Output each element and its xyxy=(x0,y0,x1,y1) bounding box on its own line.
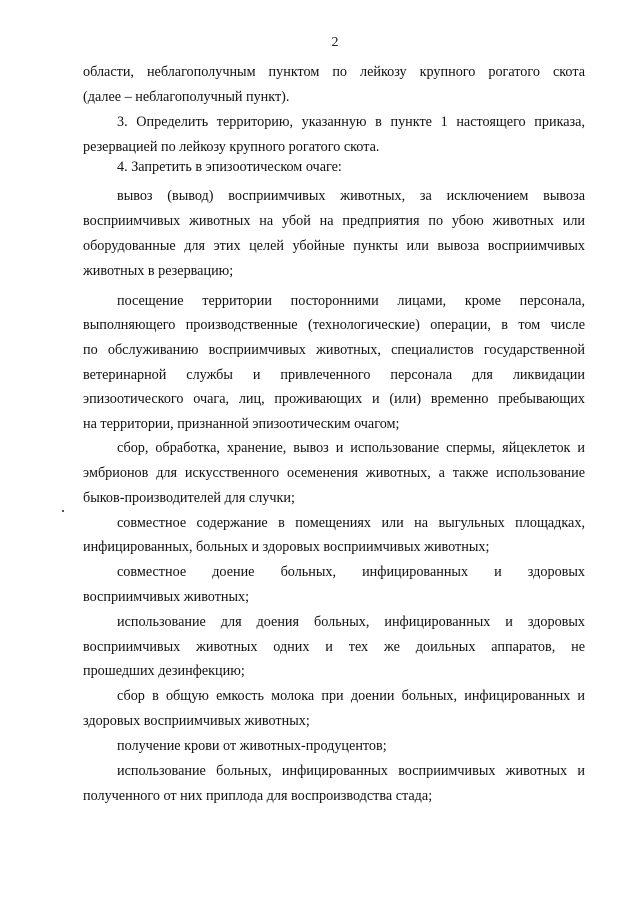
paragraph-line: оборудованные для этих целей убойные пункты или вывоза восприимчивых xyxy=(83,238,585,254)
paragraph-line: посещение территории посторонними лицами, кроме персонала, xyxy=(117,293,585,309)
paragraph-line: получение крови от животных-продуцентов; xyxy=(117,738,387,754)
paragraph-line: совместное содержание в помещениях или на выгульных площадках, xyxy=(117,515,585,531)
paragraph-line: резервацией по лейкозу крупного рогатого скота. xyxy=(83,139,380,155)
paragraph-line: полученного от них приплода для воспроизводства стада; xyxy=(83,788,433,804)
paragraph-line: 3. Определить территорию, указанную в пункте 1 настоящего приказа, xyxy=(117,114,585,130)
paragraph-line: восприимчивых животных; xyxy=(83,589,250,605)
paragraph-line: эмбрионов для искусственного осеменения животных, а также использование xyxy=(83,465,585,481)
paragraph-line: восприимчивых животных одних и тех же доильных аппаратов, не xyxy=(83,639,585,655)
paragraph-line: восприимчивых животных на убой на предприятия по убою животных или xyxy=(83,213,585,229)
scan-mark xyxy=(62,510,64,512)
paragraph-line: вывоз (вывод) восприимчивых животных, за исключением вывоза xyxy=(117,188,585,204)
paragraph-line: области, неблагополучным пунктом по лейкозу крупного рогатого скота xyxy=(83,64,585,80)
paragraph-line: эпизоотического очага, лиц, проживающих и (или) временно пребывающих xyxy=(83,391,585,407)
paragraph-line: по обслуживанию восприимчивых животных, специалистов государственной xyxy=(83,342,585,358)
paragraph-line: ветеринарной службы и привлеченного персонала для ликвидации xyxy=(83,367,585,383)
paragraph-line: прошедших дезинфекцию; xyxy=(83,663,245,679)
paragraph-line: сбор в общую емкость молока при доении больных, инфицированных и xyxy=(117,688,585,704)
paragraph-line: использование для доения больных, инфицированных и здоровых xyxy=(117,614,585,630)
paragraph-line: на территории, признанной эпизоотическим очагом; xyxy=(83,416,400,432)
paragraph-line: 4. Запретить в эпизоотическом очаге: xyxy=(117,159,342,175)
page-number: 2 xyxy=(331,35,339,50)
paragraph-line: здоровых восприимчивых животных; xyxy=(83,713,310,729)
paragraph-line: сбор, обработка, хранение, вывоз и использование спермы, яйцеклеток и xyxy=(117,440,585,456)
paragraph-line: инфицированных, больных и здоровых восприимчивых животных; xyxy=(83,539,490,555)
paragraph-line: использование больных, инфицированных восприимчивых животных и xyxy=(117,763,585,779)
paragraph-line: выполняющего производственные (технологические) операции, в том числе xyxy=(83,317,585,333)
paragraph-line: животных в резервацию; xyxy=(83,263,234,279)
paragraph-line: быков-производителей для случки; xyxy=(83,490,295,506)
paragraph-line: совместное доение больных, инфицированных и здоровых xyxy=(117,564,585,580)
paragraph-line: (далее – неблагополучный пункт). xyxy=(83,89,290,105)
